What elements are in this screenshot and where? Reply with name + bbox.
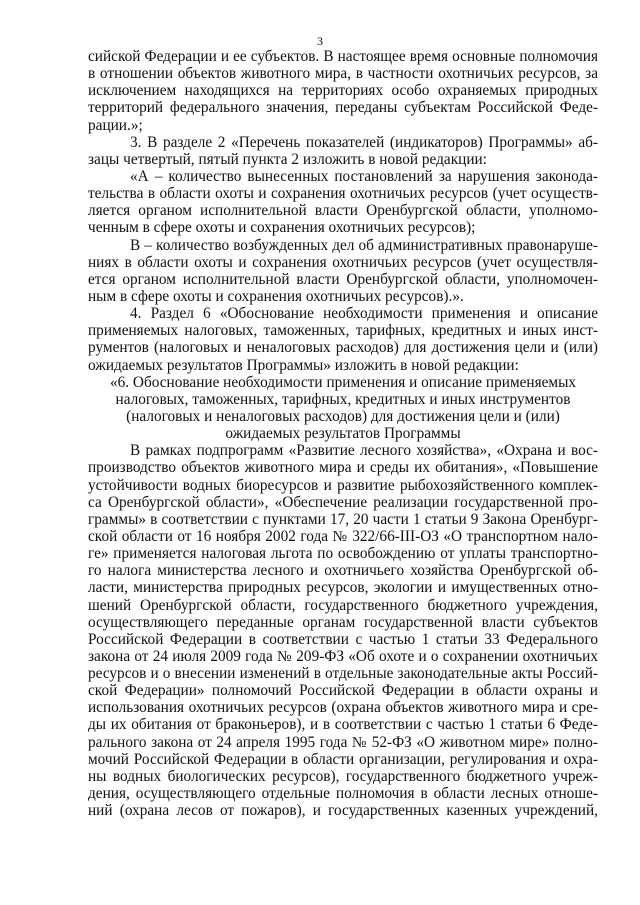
text-line: ниях в области охоты и сохранения охотничьих ресурсов (учет осуществля- <box>88 253 598 271</box>
text-line: мочий Российской Федерации в области организации, регулирования и охра- <box>88 750 598 768</box>
text-line: ется органом исполнительной власти Оренбургской области, уполномочен- <box>88 270 598 288</box>
text-line: налоговых, таможенных, тарифных, кредитных и иных инструментов <box>115 390 571 408</box>
text-line: 3. В разделе 2 «Перечень показателей (индикаторов) Программы» аб- <box>130 133 598 151</box>
text-line: использования охотничьих ресурсов (охрана объектов животного мира и сре- <box>88 699 598 717</box>
text-line: рального закона от 24 апреля 1995 года № 52-ФЗ «О животном мире» полно- <box>88 733 598 751</box>
text-line: ресурсов и о внесении изменений в отдельные законодательные акты Россий- <box>88 665 598 683</box>
text-line: ным в сфере охоты и сохранения охотничьих ресурсов).». <box>88 287 464 305</box>
text-line: ченным в сфере охоты и сохранения охотничьих ресурсов); <box>88 219 476 237</box>
text-line: применяемых налоговых, таможенных, тарифных, кредитных и иных инст- <box>88 322 598 340</box>
text-line: Российской Федерации в соответствии с частью 1 статьи 33 Федерального <box>88 630 598 648</box>
document-body <box>88 48 598 819</box>
text-line: са Оренбургской области», «Обеспечение реализации государственной про- <box>88 493 598 511</box>
text-line: шений Оренбургской области, государственного бюджетного учреждения, <box>88 596 598 614</box>
text-line: производство объектов животного мира и среды их обитания», «Повышение <box>88 459 598 477</box>
text-line: в отношении объектов животного мира, в частности охотничьих ресурсов, за <box>88 65 598 83</box>
text-line: В рамках подпрограмм «Развитие лесного хозяйства», «Охрана и вос- <box>130 442 598 460</box>
text-line: ласти, министерства природных ресурсов, экологии и имущественных отно- <box>88 579 598 597</box>
text-line: граммы» в соответствии с пунктами 17, 20 части 1 статьи 9 Закона Оренбург- <box>88 510 598 528</box>
text-line: территорий федерального значения, переданы субъектам Российской Феде- <box>88 99 598 117</box>
text-line: 4. Раздел 6 «Обоснование необходимости применения и описание <box>130 305 598 323</box>
text-line: го налога министерства лесного и охотничьего хозяйства Оренбургской об- <box>88 562 598 580</box>
text-line: осуществляющего переданные органам государственной власти субъектов <box>88 613 598 631</box>
text-line: ожидаемых результатов Программы» изложить в новой редакции: <box>88 356 519 374</box>
text-line: ний (охрана лесов от пожаров), и государственных казенных учреждений, <box>88 802 598 820</box>
text-line: (налоговых и неналоговых расходов) для достижения цели и (или) <box>126 407 560 425</box>
text-line: ны водных биологических ресурсов), государственного бюджетного учреж- <box>88 767 598 785</box>
text-line: закона от 24 июля 2009 года № 209-ФЗ «Об охоте и о сохранении охотничьих <box>88 647 598 665</box>
text-line: тельства в области охоты и сохранения охотничьих ресурсов (учет осуществ- <box>88 185 598 203</box>
page-number: 3 <box>317 34 323 48</box>
text-line: сийской Федерации и ее субъектов. В настоящее время основные полномочия <box>88 48 598 65</box>
text-line: ляется органом исполнительной власти Оренбургской области, уполномо- <box>88 202 598 220</box>
text-line: исключением находящихся на территориях особо охраняемых природных <box>88 82 598 100</box>
text-line: «А – количество вынесенных постановлений за нарушения законода- <box>130 167 598 185</box>
text-line: «6. Обоснование необходимости применения и описание применяемых <box>109 373 577 391</box>
text-line: В – количество возбужденных дел об административных правонаруше- <box>130 236 598 254</box>
text-line: устойчивости водных биоресурсов и развитие рыбохозяйственного комплек- <box>88 476 598 494</box>
text-line: дения, осуществляющего отдельные полномочия в области лесных отноше- <box>88 785 598 803</box>
text-line: ге» применяется налоговая льгота по освобождению от уплаты транспортно- <box>88 545 598 563</box>
text-line: ды их обитания от браконьеров), и в соответствии с частью 1 статьи 6 Феде- <box>88 716 598 734</box>
text-line: зацы четвертый, пятый пункта 2 изложить в новой редакции: <box>88 150 487 168</box>
text-line: ожидаемых результатов Программы <box>225 425 461 443</box>
text-line: ской области от 16 ноября 2002 года № 322/66-III-ОЗ «О транспортном нало- <box>88 527 598 545</box>
text-line: рументов (налоговых и неналоговых расходов) для достижения цели и (или) <box>88 339 598 357</box>
text-line: рации.»; <box>88 116 143 134</box>
text-line: ской Федерации» полномочий Российской Федерации в области охраны и <box>88 682 598 700</box>
